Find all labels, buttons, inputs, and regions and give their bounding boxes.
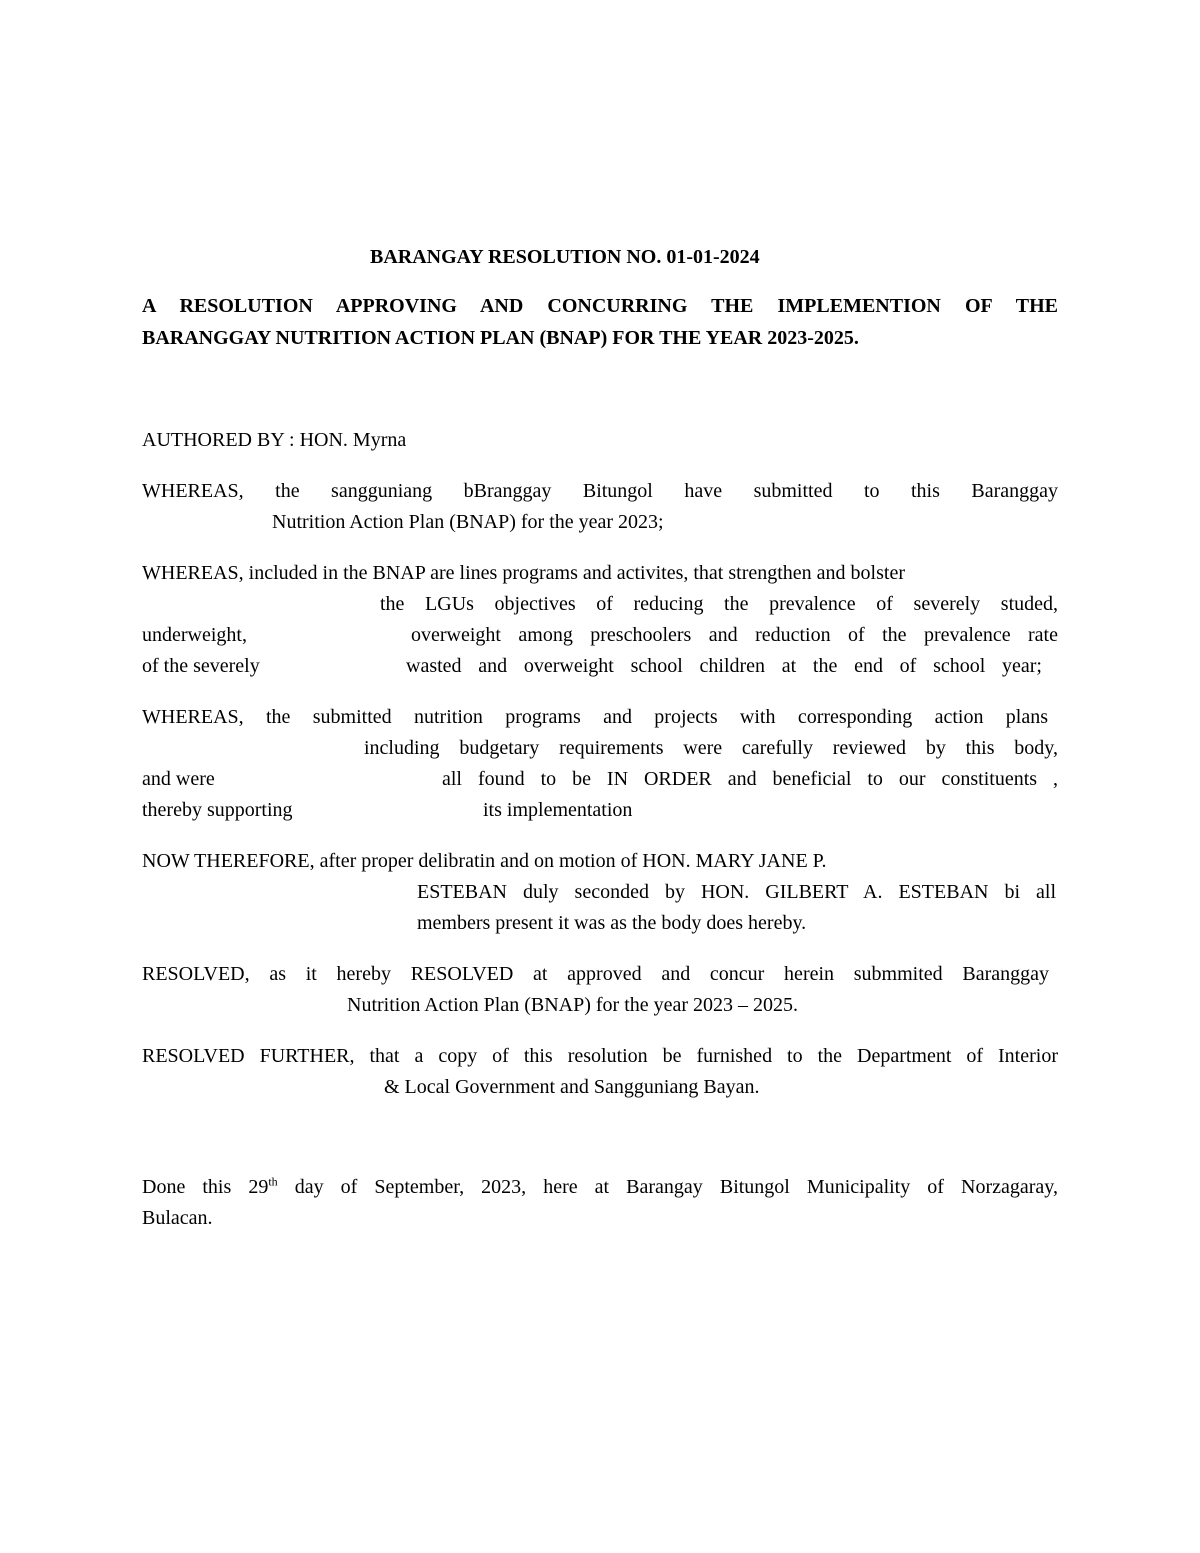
whereas1-line1: WHEREAS, the sangguniang bBranggay Bitungol have submitted to this Baranggay [142, 480, 1058, 502]
now-therefore-line1: NOW THEREFORE, after proper delibratin and on motion of HON. MARY JANE P. [142, 850, 827, 872]
now-therefore-line2: ESTEBAN duly seconded by HON. GILBERT A. ESTEBAN bi all [417, 881, 1056, 903]
whereas1-line2: Nutrition Action Plan (BNAP) for the year 2023; [272, 511, 664, 533]
whereas3-line2: including budgetary requirements were carefully reviewed by this body, [364, 737, 1058, 759]
whereas2-line4-left: of the severely [142, 655, 260, 677]
done-prefix: Done this 29 [142, 1176, 269, 1198]
whereas3-line4-left: thereby supporting [142, 799, 293, 821]
resolution-subtitle-line2: BARANGGAY NUTRITION ACTION PLAN (BNAP) FOR THE YEAR 2023-2025. [142, 327, 859, 349]
whereas2-line2: the LGUs objectives of reducing the prevalence of severely studed, [380, 593, 1058, 615]
whereas2-line4-right: wasted and overweight school children at the end of school year; [406, 655, 1042, 677]
done-suffix: day of September, 2023, here at Barangay Bitungol Municipality of Norzagaray, [277, 1176, 1058, 1198]
now-therefore-line3: members present it was as the body does hereby. [417, 912, 807, 934]
whereas2-line3-left: underweight, [142, 624, 247, 646]
done-line1 [142, 1175, 1058, 1199]
done-superscript: th [268, 1174, 278, 1189]
whereas3-line1: WHEREAS, the submitted nutrition programs and projects with corresponding action plans [142, 706, 1048, 728]
whereas3-line3-right: all found to be IN ORDER and beneficial to our constituents , [442, 768, 1058, 790]
resolution-title: BARANGAY RESOLUTION NO. 01-01-2024 [370, 246, 760, 268]
whereas2-line1: WHEREAS, included in the BNAP are lines programs and activites, that strengthen and bolster [142, 562, 905, 584]
resolved-further-line1: RESOLVED FURTHER, that a copy of this resolution be furnished to the Department of Interior [142, 1045, 1058, 1067]
whereas2-line3-right: overweight among preschoolers and reduction of the prevalence rate [411, 624, 1058, 646]
whereas3-line4-right: its implementation [483, 799, 633, 821]
authored-by: AUTHORED BY : HON. Myrna [142, 429, 407, 451]
resolved-line1: RESOLVED, as it hereby RESOLVED at approved and concur herein submmited Baranggay [142, 963, 1049, 985]
whereas3-line3-left: and were [142, 768, 215, 790]
done-line2: Bulacan. [142, 1207, 213, 1229]
resolved-line2: Nutrition Action Plan (BNAP) for the year 2023 – 2025. [347, 994, 799, 1016]
resolved-further-line2: & Local Government and Sangguniang Bayan. [384, 1076, 760, 1098]
resolution-subtitle-line1: A RESOLUTION APPROVING AND CONCURRING THE IMPLEMENTION OF THE [142, 295, 1058, 317]
